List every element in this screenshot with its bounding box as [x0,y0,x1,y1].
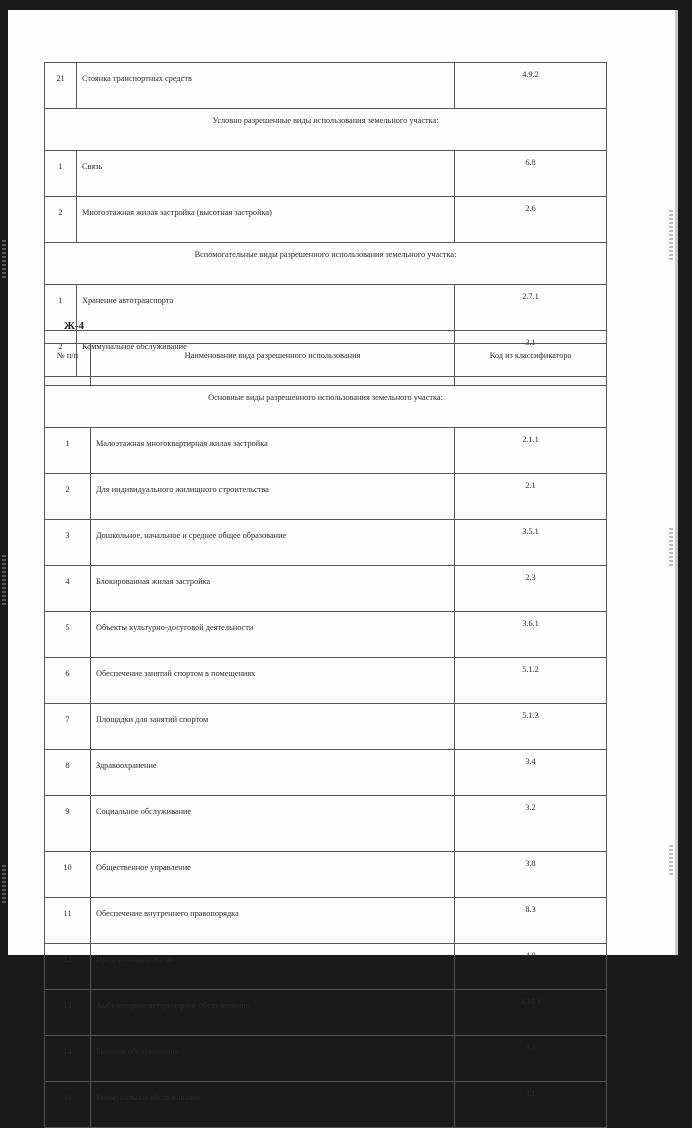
table-row [45,944,607,990]
column-header-name: Наименование вида разрешенного использования [91,344,455,386]
classifier-code: 3.1 [455,1082,607,1128]
row-number: 2 [45,331,77,377]
use-name: Хранение автотранспорта [77,285,455,331]
table-row [45,852,607,898]
classifier-code: 3.8 [455,852,607,898]
table-row [45,1036,607,1082]
zone-heading: Ж-4 [64,320,85,332]
classifier-code: 6.8 [455,151,607,197]
scan-artifact-right [669,528,673,568]
row-number: 1 [45,428,91,474]
table-row [45,704,607,750]
table-row [45,428,607,474]
table-row [45,566,607,612]
use-name: Многоэтажная жилая застройка (высотная застройка) [77,197,455,243]
row-number: 6 [45,658,91,704]
row-number: 21 [45,63,77,109]
classifier-code: 2.1.1 [455,428,607,474]
section-row [45,243,607,285]
use-name: Площадки для занятий спортом [91,704,455,750]
row-number: 12 [45,944,91,990]
land-use-table-zone [44,343,607,1128]
row-number: 10 [45,852,91,898]
use-name: Объекты культурно-досуговой деятельности [91,612,455,658]
use-name: Малоэтажная многоквартирная жилая застройка [91,428,455,474]
table-row [45,796,607,852]
table-row [45,750,607,796]
scan-artifact-right [669,845,673,875]
land-use-table-continued [44,62,607,377]
classifier-code: 3.10.1 [455,990,607,1036]
table-row [45,612,607,658]
classifier-code: 3.6.1 [455,612,607,658]
use-name: Связь [77,151,455,197]
use-name: Здравоохранение [91,750,455,796]
classifier-code: 2.7.1 [455,285,607,331]
column-header-code: Код из классификатора [455,344,607,386]
document-page [8,10,678,1102]
classifier-code: 2.3 [455,566,607,612]
use-name: Дошкольное, начальное и среднее общее образование [91,520,455,566]
row-number: 14 [45,1036,91,1082]
row-number: 15 [45,1082,91,1128]
scan-artifact-right [669,210,673,260]
section-heading-conditional: Условно разрешенные виды использования земельного участка: [45,109,607,151]
use-name: Обеспечение внутреннего правопорядка [91,898,455,944]
use-name: Общественное управление [91,852,455,898]
classifier-code: 2.6 [455,197,607,243]
table-row [45,1082,607,1128]
use-name: Коммунальное обслуживание [77,331,455,377]
use-name: Блокированная жилая застройка [91,566,455,612]
section-heading-main: Основные виды разрешенного использования земельного участка: [45,386,607,428]
classifier-code: 3.3 [455,1036,607,1082]
row-number: 11 [45,898,91,944]
use-name: Социальное обслуживание [91,796,455,852]
row-number: 5 [45,612,91,658]
classifier-code: 4.0 [455,944,607,990]
table-header-row [45,344,607,386]
classifier-code: 4.9.2 [455,63,607,109]
table-row [45,197,607,243]
classifier-code: 3.4 [455,750,607,796]
classifier-code: 2.1 [455,474,607,520]
use-name: Обеспечение занятий спортом в помещениях [91,658,455,704]
table-row [45,898,607,944]
row-number: 3 [45,520,91,566]
scan-artifact-left [2,865,6,905]
scan-artifact-left [2,555,6,605]
row-number: 8 [45,750,91,796]
classifier-code: 3.2 [455,796,607,852]
section-heading-auxiliary: Вспомогательные виды разрешенного использования земельного участка: [45,243,607,285]
classifier-code: 8.3 [455,898,607,944]
table-row [45,474,607,520]
use-name: Предпринимательство [91,944,455,990]
use-name: Амбулаторное ветеринарное обслуживание [91,990,455,1036]
use-name: Стоянка транспортных средств [77,63,455,109]
classifier-code: 5.1.2 [455,658,607,704]
table-row [45,285,607,331]
scan-artifact-left [2,240,6,280]
use-name: Для индивидуального жилищного строительства [91,474,455,520]
table-row [45,151,607,197]
table-row [45,658,607,704]
section-row [45,109,607,151]
classifier-code: 3.5.1 [455,520,607,566]
use-name: Коммунальное обслуживание [91,1082,455,1128]
use-name: Бытовое обслуживание [91,1036,455,1082]
row-number: 2 [45,474,91,520]
section-row [45,386,607,428]
classifier-code: 3.1 [455,331,607,377]
table-row [45,990,607,1036]
row-number: 7 [45,704,91,750]
row-number: 2 [45,197,77,243]
row-number: 4 [45,566,91,612]
row-number: 9 [45,796,91,852]
table-row [45,520,607,566]
table-row [45,63,607,109]
classifier-code: 5.1.3 [455,704,607,750]
row-number: 13 [45,990,91,1036]
column-header-number: № п/п [45,344,91,386]
row-number: 1 [45,285,77,331]
row-number: 1 [45,151,77,197]
